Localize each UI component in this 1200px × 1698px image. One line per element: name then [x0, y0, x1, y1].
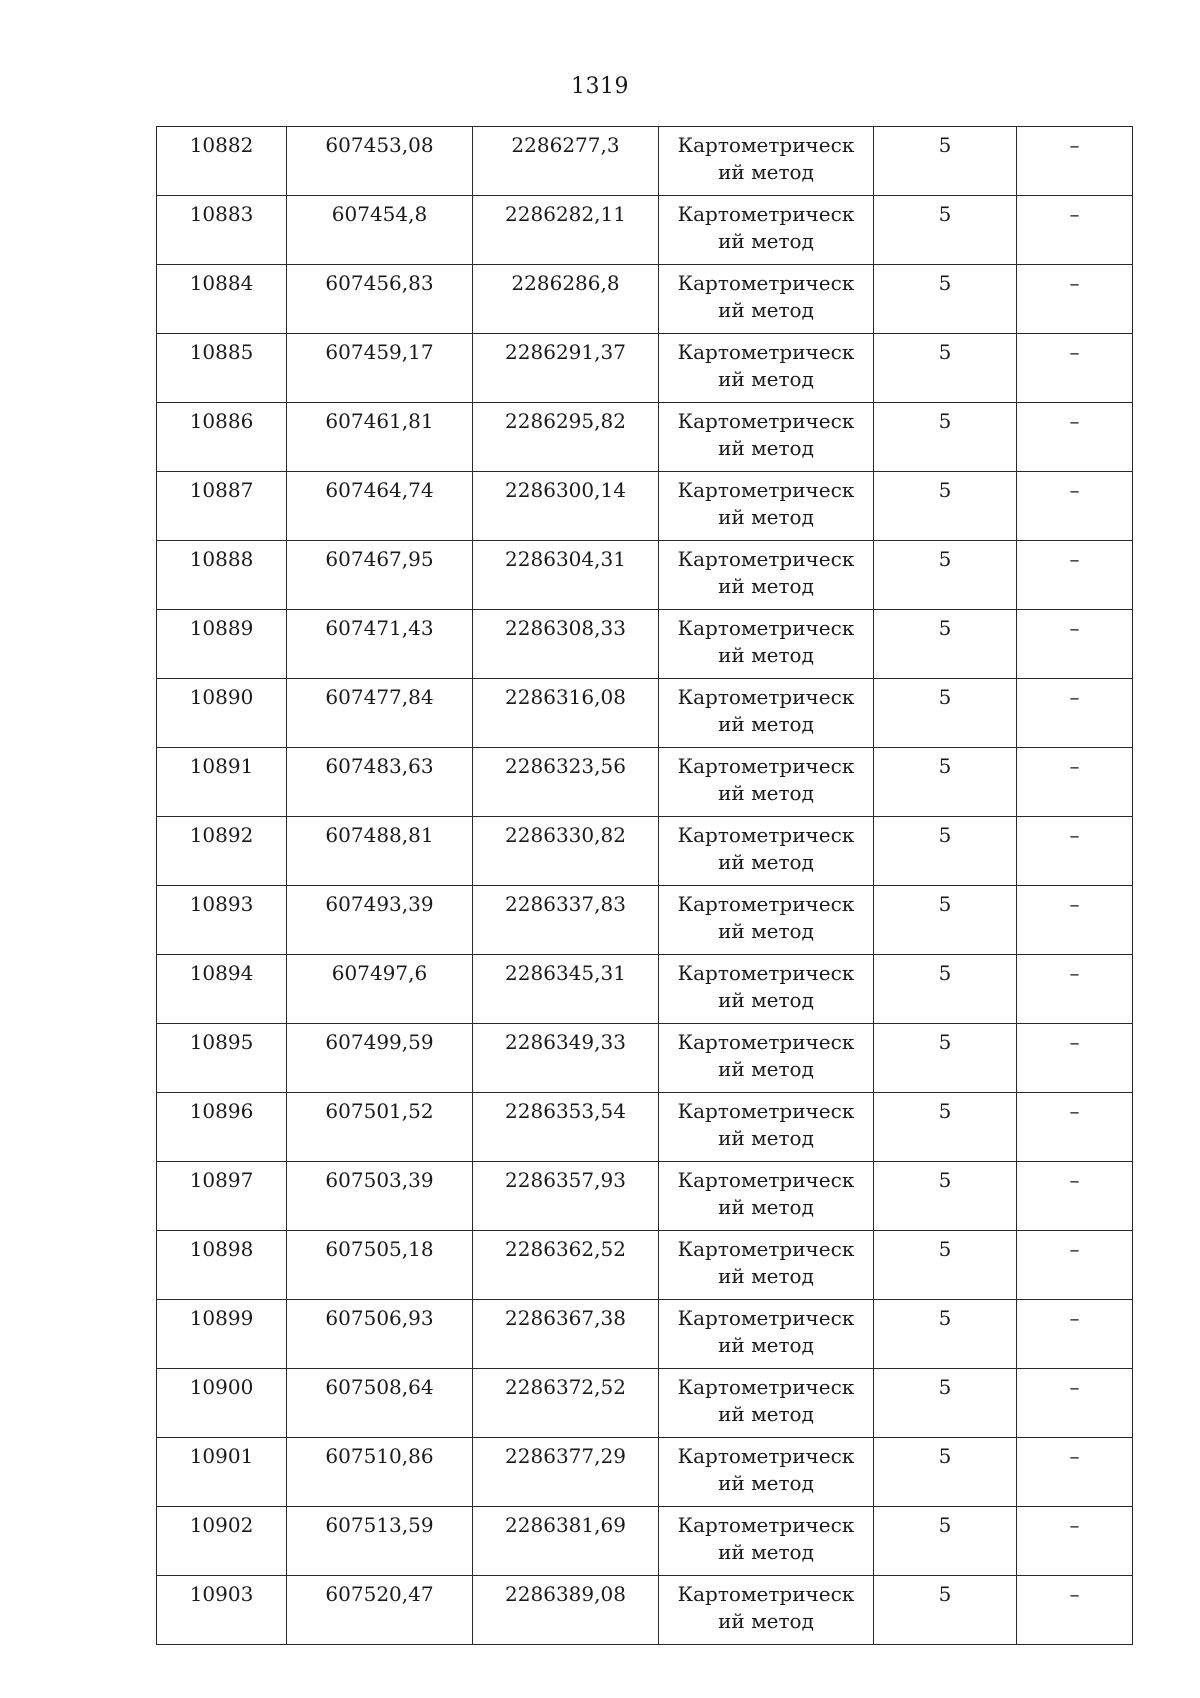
point-number-cell: 10892	[157, 817, 287, 886]
method-cell: Картометрический метод	[659, 1576, 874, 1645]
y-coordinate-cell: 2286345,31	[473, 955, 659, 1024]
accuracy-cell: 5	[874, 817, 1017, 886]
table-row	[157, 1231, 1133, 1300]
accuracy-cell: 5	[874, 610, 1017, 679]
point-number-cell: 10903	[157, 1576, 287, 1645]
point-number-cell: 10890	[157, 679, 287, 748]
method-cell: Картометрический метод	[659, 1300, 874, 1369]
method-cell: Картометрический метод	[659, 541, 874, 610]
y-coordinate-cell: 2286323,56	[473, 748, 659, 817]
method-cell: Картометрический метод	[659, 1369, 874, 1438]
accuracy-cell: 5	[874, 886, 1017, 955]
point-number-cell: 10891	[157, 748, 287, 817]
accuracy-cell: 5	[874, 1300, 1017, 1369]
x-coordinate-cell: 607456,83	[287, 265, 473, 334]
table-row	[157, 127, 1133, 196]
note-cell: –	[1017, 610, 1133, 679]
point-number-cell: 10887	[157, 472, 287, 541]
table-row	[157, 679, 1133, 748]
note-cell: –	[1017, 1162, 1133, 1231]
accuracy-cell: 5	[874, 1231, 1017, 1300]
table-row	[157, 1300, 1133, 1369]
table-row	[157, 748, 1133, 817]
method-cell: Картометрический метод	[659, 610, 874, 679]
note-cell: –	[1017, 334, 1133, 403]
x-coordinate-cell: 607508,64	[287, 1369, 473, 1438]
table-body	[157, 127, 1133, 1645]
page-number: 1319	[571, 74, 629, 99]
y-coordinate-cell: 2286377,29	[473, 1438, 659, 1507]
note-cell: –	[1017, 265, 1133, 334]
note-cell: –	[1017, 748, 1133, 817]
note-cell: –	[1017, 1024, 1133, 1093]
point-number-cell: 10882	[157, 127, 287, 196]
table-row	[157, 886, 1133, 955]
point-number-cell: 10900	[157, 1369, 287, 1438]
point-number-cell: 10884	[157, 265, 287, 334]
x-coordinate-cell: 607461,81	[287, 403, 473, 472]
x-coordinate-cell: 607483,63	[287, 748, 473, 817]
method-cell: Картометрический метод	[659, 1024, 874, 1093]
table-row	[157, 1576, 1133, 1645]
x-coordinate-cell: 607501,52	[287, 1093, 473, 1162]
note-cell: –	[1017, 1231, 1133, 1300]
accuracy-cell: 5	[874, 679, 1017, 748]
point-number-cell: 10901	[157, 1438, 287, 1507]
y-coordinate-cell: 2286367,38	[473, 1300, 659, 1369]
method-cell: Картометрический метод	[659, 1231, 874, 1300]
method-cell: Картометрический метод	[659, 1162, 874, 1231]
table-row	[157, 817, 1133, 886]
y-coordinate-cell: 2286372,52	[473, 1369, 659, 1438]
x-coordinate-cell: 607503,39	[287, 1162, 473, 1231]
method-cell: Картометрический метод	[659, 1438, 874, 1507]
y-coordinate-cell: 2286291,37	[473, 334, 659, 403]
table-row	[157, 1162, 1133, 1231]
method-cell: Картометрический метод	[659, 403, 874, 472]
x-coordinate-cell: 607506,93	[287, 1300, 473, 1369]
note-cell: –	[1017, 127, 1133, 196]
table-row	[157, 196, 1133, 265]
point-number-cell: 10889	[157, 610, 287, 679]
point-number-cell: 10898	[157, 1231, 287, 1300]
accuracy-cell: 5	[874, 196, 1017, 265]
table-row	[157, 955, 1133, 1024]
x-coordinate-cell: 607464,74	[287, 472, 473, 541]
table-row	[157, 472, 1133, 541]
x-coordinate-cell: 607454,8	[287, 196, 473, 265]
y-coordinate-cell: 2286304,31	[473, 541, 659, 610]
note-cell: –	[1017, 196, 1133, 265]
point-number-cell: 10883	[157, 196, 287, 265]
y-coordinate-cell: 2286282,11	[473, 196, 659, 265]
point-number-cell: 10894	[157, 955, 287, 1024]
method-cell: Картометрический метод	[659, 127, 874, 196]
note-cell: –	[1017, 1093, 1133, 1162]
x-coordinate-cell: 607453,08	[287, 127, 473, 196]
note-cell: –	[1017, 1576, 1133, 1645]
table-row	[157, 1507, 1133, 1576]
table-row	[157, 1024, 1133, 1093]
accuracy-cell: 5	[874, 748, 1017, 817]
x-coordinate-cell: 607493,39	[287, 886, 473, 955]
x-coordinate-cell: 607513,59	[287, 1507, 473, 1576]
accuracy-cell: 5	[874, 1024, 1017, 1093]
accuracy-cell: 5	[874, 541, 1017, 610]
x-coordinate-cell: 607520,47	[287, 1576, 473, 1645]
table-row	[157, 541, 1133, 610]
accuracy-cell: 5	[874, 1162, 1017, 1231]
point-number-cell: 10885	[157, 334, 287, 403]
method-cell: Картометрический метод	[659, 1507, 874, 1576]
x-coordinate-cell: 607510,86	[287, 1438, 473, 1507]
accuracy-cell: 5	[874, 1093, 1017, 1162]
accuracy-cell: 5	[874, 1369, 1017, 1438]
table-row	[157, 334, 1133, 403]
y-coordinate-cell: 2286349,33	[473, 1024, 659, 1093]
note-cell: –	[1017, 1300, 1133, 1369]
x-coordinate-cell: 607471,43	[287, 610, 473, 679]
accuracy-cell: 5	[874, 472, 1017, 541]
table-row	[157, 1438, 1133, 1507]
coordinates-table	[156, 126, 1133, 1645]
y-coordinate-cell: 2286381,69	[473, 1507, 659, 1576]
accuracy-cell: 5	[874, 403, 1017, 472]
note-cell: –	[1017, 541, 1133, 610]
x-coordinate-cell: 607488,81	[287, 817, 473, 886]
accuracy-cell: 5	[874, 1438, 1017, 1507]
note-cell: –	[1017, 1438, 1133, 1507]
note-cell: –	[1017, 403, 1133, 472]
method-cell: Картометрический метод	[659, 1093, 874, 1162]
table-row	[157, 403, 1133, 472]
accuracy-cell: 5	[874, 955, 1017, 1024]
y-coordinate-cell: 2286357,93	[473, 1162, 659, 1231]
x-coordinate-cell: 607459,17	[287, 334, 473, 403]
note-cell: –	[1017, 817, 1133, 886]
table-row	[157, 1369, 1133, 1438]
y-coordinate-cell: 2286308,33	[473, 610, 659, 679]
y-coordinate-cell: 2286353,54	[473, 1093, 659, 1162]
point-number-cell: 10886	[157, 403, 287, 472]
x-coordinate-cell: 607467,95	[287, 541, 473, 610]
method-cell: Картометрический метод	[659, 748, 874, 817]
note-cell: –	[1017, 679, 1133, 748]
accuracy-cell: 5	[874, 334, 1017, 403]
y-coordinate-cell: 2286316,08	[473, 679, 659, 748]
y-coordinate-cell: 2286362,52	[473, 1231, 659, 1300]
method-cell: Картометрический метод	[659, 196, 874, 265]
x-coordinate-cell: 607477,84	[287, 679, 473, 748]
method-cell: Картометрический метод	[659, 886, 874, 955]
accuracy-cell: 5	[874, 1507, 1017, 1576]
x-coordinate-cell: 607505,18	[287, 1231, 473, 1300]
method-cell: Картометрический метод	[659, 472, 874, 541]
table-row	[157, 1093, 1133, 1162]
point-number-cell: 10902	[157, 1507, 287, 1576]
method-cell: Картометрический метод	[659, 265, 874, 334]
point-number-cell: 10895	[157, 1024, 287, 1093]
note-cell: –	[1017, 886, 1133, 955]
point-number-cell: 10893	[157, 886, 287, 955]
y-coordinate-cell: 2286300,14	[473, 472, 659, 541]
table-row	[157, 610, 1133, 679]
y-coordinate-cell: 2286389,08	[473, 1576, 659, 1645]
note-cell: –	[1017, 1507, 1133, 1576]
point-number-cell: 10888	[157, 541, 287, 610]
x-coordinate-cell: 607497,6	[287, 955, 473, 1024]
method-cell: Картометрический метод	[659, 334, 874, 403]
y-coordinate-cell: 2286277,3	[473, 127, 659, 196]
accuracy-cell: 5	[874, 1576, 1017, 1645]
x-coordinate-cell: 607499,59	[287, 1024, 473, 1093]
method-cell: Картометрический метод	[659, 955, 874, 1024]
method-cell: Картометрический метод	[659, 817, 874, 886]
y-coordinate-cell: 2286337,83	[473, 886, 659, 955]
y-coordinate-cell: 2286295,82	[473, 403, 659, 472]
y-coordinate-cell: 2286330,82	[473, 817, 659, 886]
table-row	[157, 265, 1133, 334]
accuracy-cell: 5	[874, 265, 1017, 334]
accuracy-cell: 5	[874, 127, 1017, 196]
method-cell: Картометрический метод	[659, 679, 874, 748]
note-cell: –	[1017, 1369, 1133, 1438]
point-number-cell: 10896	[157, 1093, 287, 1162]
note-cell: –	[1017, 955, 1133, 1024]
point-number-cell: 10897	[157, 1162, 287, 1231]
point-number-cell: 10899	[157, 1300, 287, 1369]
note-cell: –	[1017, 472, 1133, 541]
y-coordinate-cell: 2286286,8	[473, 265, 659, 334]
